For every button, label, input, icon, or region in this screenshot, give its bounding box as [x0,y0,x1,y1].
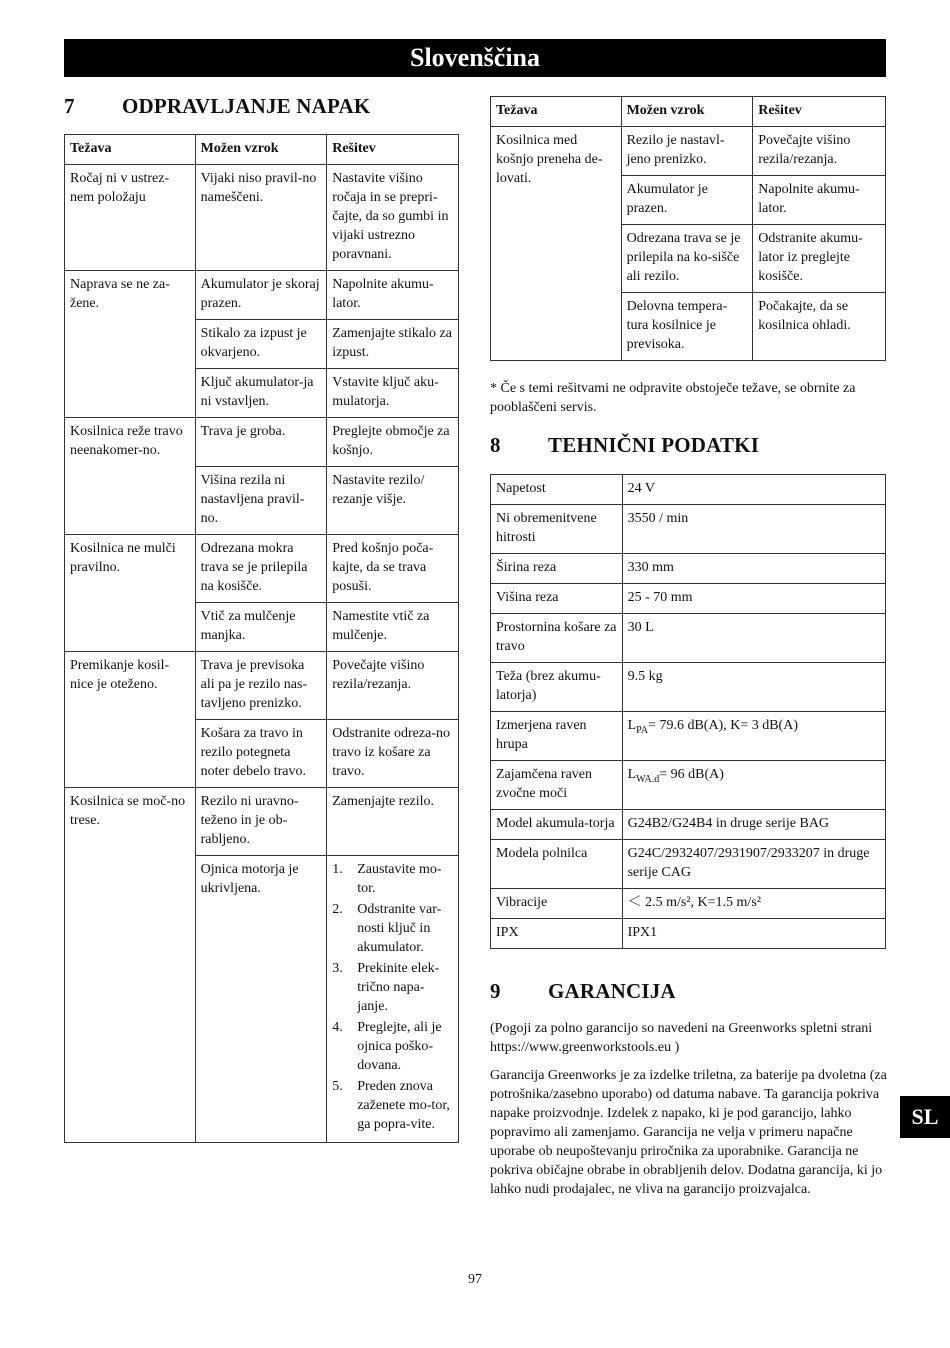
technical-data-table [490,474,886,949]
spec-label: Vibracije [491,889,623,919]
section-number: 9 [490,979,501,1003]
list-item [332,959,453,1016]
spec-value [622,761,885,810]
step-text: Preden znova zaženete mo-tor, ga popra-vite. [357,1079,450,1132]
language-tab: SL [900,1096,950,1138]
spec-label: Teža (brez akumu-latorja) [491,663,623,712]
table-row [491,475,886,505]
subscript: WA.d [636,773,660,785]
table-row [65,535,459,603]
solution-cell: Odstranite akumu-lator iz preglejte kosišče. [753,225,886,293]
cause-cell: Košara za travo in rezilo potegneta noter debelo travo. [195,720,327,788]
troubleshooting-table-continued [490,96,886,361]
spec-label: Izmerjena raven hrupa [491,712,623,761]
spec-label: Napetost [491,475,623,505]
cause-cell: Odrezana mokra trava se je prilepila na kosišče. [195,535,327,603]
cause-cell: Trava je groba. [195,418,327,467]
cause-cell: Rezilo je nastavl-jeno prenizko. [621,127,753,176]
spec-label: Višina reza [491,584,623,614]
table-header-row [491,97,886,127]
spec-value: 30 L [622,614,885,663]
table-row [491,919,886,949]
table-row [491,505,886,554]
cause-cell: Ključ akumulator-ja ni vstavljen. [195,369,327,418]
table-row [491,889,886,919]
solution-cell: Nastavite višino ročaja in se prepri-čajte, da so gumbi in vijaki ustrezno poravnani. [327,165,459,271]
section-8-heading [490,433,759,458]
cause-cell: Odrezana trava se je prilepila na ko-sišče ali rezilo. [621,225,753,293]
solution-cell: Nastavite rezilo/ rezanje višje. [327,467,459,535]
spec-value: G24B2/G24B4 in druge serije BAG [622,810,885,840]
solution-cell [327,856,459,1143]
solution-cell: Namestite vtič za mulčenje. [327,603,459,652]
spec-value [622,712,885,761]
step-text: Odstranite var-nosti ključ in akumulator. [357,902,442,955]
section-number: 7 [64,94,75,118]
value-text: = 96 dB(A) [659,767,724,782]
solution-cell: Povečajte višino rezila/rezanja. [327,652,459,720]
spec-value: IPX1 [622,919,885,949]
solution-cell: Odstranite odreza-no travo iz košare za travo. [327,720,459,788]
table-row [65,418,459,467]
table-header-row [65,135,459,165]
section-title: GARANCIJA [548,979,676,1003]
spec-label: Modela polnilca [491,840,623,889]
spec-label: IPX [491,919,623,949]
cause-cell: Ojnica motorja je ukrivljena. [195,856,327,1143]
cause-cell: Stikalo za izpust je okvarjeno. [195,320,327,369]
problem-cell: Premikanje kosil-nice je oteženo. [65,652,196,788]
solution-cell: Zamenjajte stikalo za izpust. [327,320,459,369]
cause-cell: Vtič za mulčenje manjka. [195,603,327,652]
warranty-note: (Pogoji za polno garancijo so navedeni na Greenworks spletni strani https://www.greenworkstools.eu ) [490,1021,873,1055]
section-9-heading [490,979,676,1004]
repair-steps-list [332,860,453,1134]
header-solution: Rešitev [327,135,459,165]
problem-cell: Ročaj ni v ustrez-nem položaju [65,165,196,271]
header-problem: Težava [65,135,196,165]
table-row [491,663,886,712]
symbol: L [627,767,637,782]
list-item [332,900,453,957]
solution-cell: Pred košnjo poča-kajte, da se trava posuši. [327,535,459,603]
service-footnote: * Če s temi rešitvami ne odpravite obstoječe težave, se obrnite za pooblaščeni servis. [490,381,856,415]
table-row [491,127,886,176]
section-title: ODPRAVLJANJE NAPAK [122,94,371,118]
cause-cell: Vijaki niso pravil-no nameščeni. [195,165,327,271]
cause-cell: Rezilo ni uravno-teženo in je ob-rabljeno. [195,788,327,856]
step-text: Prekinite elek-trično napa-janje. [357,961,440,1014]
table-row [65,652,459,720]
section-number: 8 [490,433,501,457]
table-row [491,554,886,584]
subscript: PA [636,724,649,736]
spec-value: 3550 / min [622,505,885,554]
solution-cell: Preglejte območje za košnjo. [327,418,459,467]
solution-cell: Napolnite akumu-lator. [327,271,459,320]
warranty-text: Garancija Greenworks je za izdelke triletna, za baterije pa dvoletna (za potrošnika/zasebno uporabo) od datuma nabave. Ta garancija pokriva napake proizvodnje. Izdelek z napako, ki je pod garancijo, lahko popravimo ali zamenjamo. Garancija ne velja v primeru napačne uporabe ob neupoštevanju priročnika za uporabnike. Garancija ne pokriva običajne obrabe in obrabljenih delov. Dodatna garancija, ki jo lahko nudi prodajalec, ne vliva na garancijo proizvajalca. [490,1068,887,1197]
problem-cell: Naprava se ne za-žene. [65,271,196,418]
cause-cell: Akumulator je prazen. [621,176,753,225]
solution-cell: Počakajte, da se kosilnica ohladi. [753,293,886,361]
spec-label: Zajamčena raven zvočne moči [491,761,623,810]
cause-cell: Trava je previsoka ali pa je rezilo nas-tavljeno prenizko. [195,652,327,720]
list-item [332,1077,453,1134]
header-cause: Možen vzrok [621,97,753,127]
spec-label: Širina reza [491,554,623,584]
symbol: L [627,718,637,733]
cause-cell: Višina rezila ni nastavljena pravil-no. [195,467,327,535]
step-text: Preglejte, ali je ojnica poško-dovana. [357,1020,442,1073]
table-row [65,788,459,856]
problem-cell: Kosilnica ne mulči pravilno. [65,535,196,652]
header-cause: Možen vzrok [195,135,327,165]
table-row [491,810,886,840]
spec-label: Model akumula-torja [491,810,623,840]
step-number: 5. [332,1079,343,1094]
problem-cell: Kosilnica se moč-no trese. [65,788,196,1143]
header-solution: Rešitev [753,97,886,127]
list-item [332,860,453,898]
solution-cell: Napolnite akumu-lator. [753,176,886,225]
cause-cell: Akumulator je skoraj prazen. [195,271,327,320]
list-item [332,1018,453,1075]
spec-value: 25 - 70 mm [622,584,885,614]
spec-value: 9.5 kg [622,663,885,712]
section-title: TEHNIČNI PODATKI [548,433,760,457]
table-row [491,584,886,614]
spec-value: 330 mm [622,554,885,584]
table-row [491,712,886,761]
spec-value: ＜ 2.5 m/s², K=1.5 m/s² [622,889,885,919]
solution-cell: Povečajte višino rezila/rezanja. [753,127,886,176]
table-row [491,840,886,889]
value-text: = 79.6 dB(A), K= 3 dB(A) [648,718,798,733]
step-text: Zaustavite mo-tor. [357,862,442,896]
solution-cell: Zamenjajte rezilo. [327,788,459,856]
troubleshooting-table [64,134,459,1143]
step-number: 4. [332,1020,343,1035]
spec-label: Ni obremenitvene hitrosti [491,505,623,554]
table-row [65,165,459,271]
table-row [491,614,886,663]
table-row [65,271,459,320]
table-row [491,761,886,810]
spec-label: Prostornina košare za travo [491,614,623,663]
step-number: 3. [332,961,343,976]
step-number: 1. [332,862,343,877]
header-problem: Težava [491,97,622,127]
language-banner: Slovenščina [64,39,886,77]
cause-cell: Delovna tempera-tura kosilnice je previsoka. [621,293,753,361]
page-number: 97 [468,1272,482,1287]
problem-cell: Kosilnica med košnjo preneha de-lovati. [491,127,622,361]
solution-cell: Vstavite ključ aku-mulatorja. [327,369,459,418]
section-7-heading [64,94,370,119]
step-number: 2. [332,902,343,917]
problem-cell: Kosilnica reže travo neenakomer-no. [65,418,196,535]
spec-value: 24 V [622,475,885,505]
spec-value: G24C/2932407/2931907/2933207 in druge serije CAG [622,840,885,889]
